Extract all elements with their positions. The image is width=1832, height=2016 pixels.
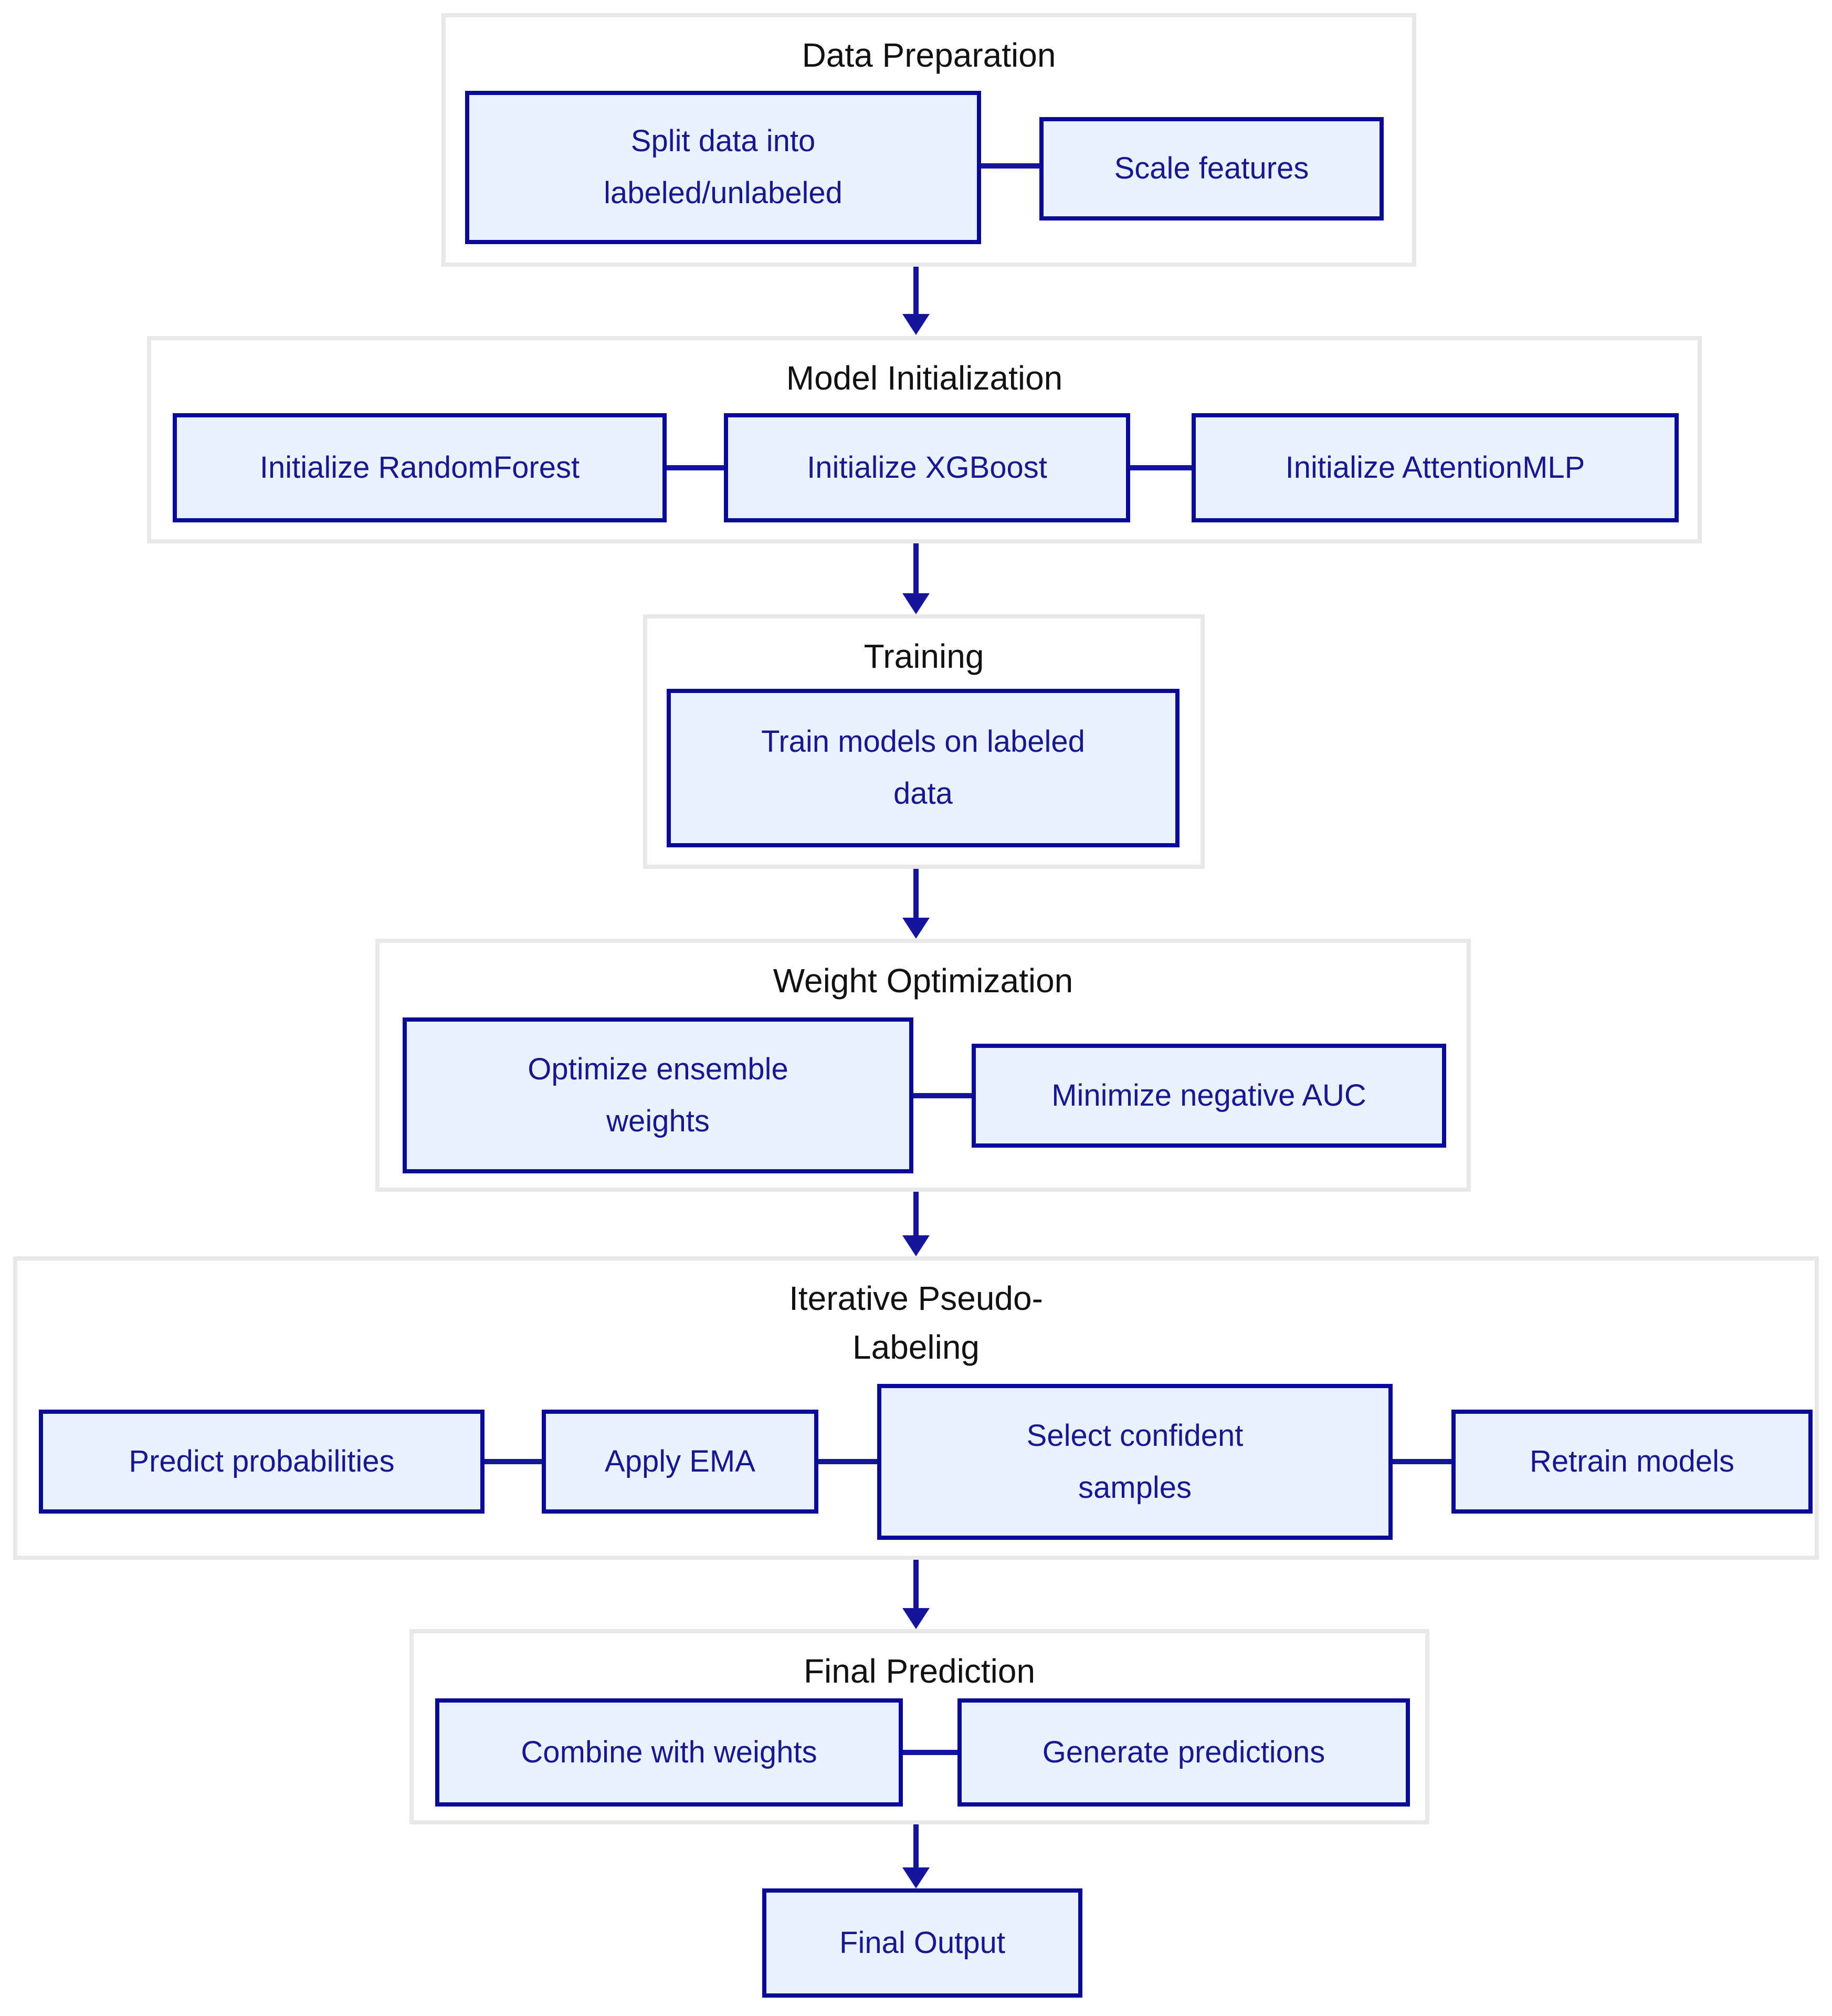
flow-arrow-head	[902, 1235, 930, 1256]
node-split-data	[465, 91, 981, 244]
node-label: Initialize XGBoost	[807, 450, 1047, 485]
node-label: Initialize RandomForest	[259, 450, 580, 485]
section-title	[446, 31, 1412, 80]
section-title	[414, 1647, 1425, 1696]
node-init-randomforest	[173, 413, 667, 522]
section-title	[380, 957, 1467, 1005]
flow-arrow-line	[913, 267, 919, 315]
node-connector	[903, 1750, 957, 1755]
node-label: Split data into labeled/unlabeled	[604, 124, 843, 210]
section-title-text: Training	[864, 637, 984, 675]
node-connector	[1130, 465, 1192, 470]
section-title-text: Data Preparation	[802, 36, 1056, 74]
flow-arrow-head	[902, 918, 930, 939]
section-title-text: Model Initialization	[786, 359, 1063, 397]
node-generate-predictions	[957, 1698, 1410, 1807]
node-combine-weights	[435, 1698, 903, 1807]
node-train-models	[667, 689, 1180, 847]
node-connector	[913, 1093, 972, 1098]
section-title-text: Iterative Pseudo-Labeling	[789, 1279, 1043, 1366]
node-label: Minimize negative AUC	[1051, 1078, 1366, 1112]
node-label: Retrain models	[1529, 1444, 1735, 1478]
flow-arrow-line	[913, 869, 919, 919]
node-label: Scale features	[1114, 151, 1309, 186]
flow-arrow-head	[902, 1608, 930, 1629]
node-select-confident	[877, 1384, 1393, 1540]
node-connector	[667, 465, 724, 470]
node-minimize-auc	[972, 1044, 1446, 1148]
section-title-text: Weight Optimization	[773, 962, 1073, 1000]
node-label: Train models on labeled data	[761, 724, 1085, 811]
node-predict-probabilities	[39, 1410, 485, 1514]
node-label: Combine with weights	[521, 1735, 817, 1769]
node-optimize-weights	[403, 1017, 913, 1173]
node-label: Generate predictions	[1042, 1735, 1325, 1769]
node-connector	[981, 163, 1039, 169]
node-label: Initialize AttentionMLP	[1285, 450, 1585, 485]
node-label: Optimize ensemble weights	[528, 1052, 788, 1138]
node-retrain-models	[1451, 1410, 1813, 1514]
node-scale-features	[1039, 117, 1384, 220]
section-title	[647, 632, 1201, 681]
node-final-output	[762, 1888, 1082, 1998]
flow-arrow-head	[902, 1867, 930, 1888]
flow-arrow-head	[902, 593, 930, 614]
node-connector	[818, 1459, 877, 1464]
flow-arrow-line	[913, 543, 919, 594]
flow-arrow-line	[913, 1560, 919, 1609]
node-label: Select confident samples	[1026, 1418, 1244, 1505]
section-title-text: Final Prediction	[803, 1652, 1036, 1690]
node-label: Predict probabilities	[129, 1444, 395, 1478]
node-label: Final Output	[839, 1925, 1005, 1960]
node-apply-ema	[542, 1410, 818, 1514]
node-init-xgboost	[724, 413, 1130, 522]
node-connector	[1393, 1459, 1451, 1464]
node-label: Apply EMA	[605, 1444, 755, 1478]
flow-arrow-line	[913, 1192, 919, 1236]
flow-arrow-head	[902, 314, 930, 335]
flow-arrow-line	[913, 1824, 919, 1868]
section-title	[151, 354, 1698, 403]
node-connector	[485, 1459, 542, 1464]
section-title	[17, 1274, 1815, 1372]
node-init-attentionmlp	[1192, 413, 1679, 522]
